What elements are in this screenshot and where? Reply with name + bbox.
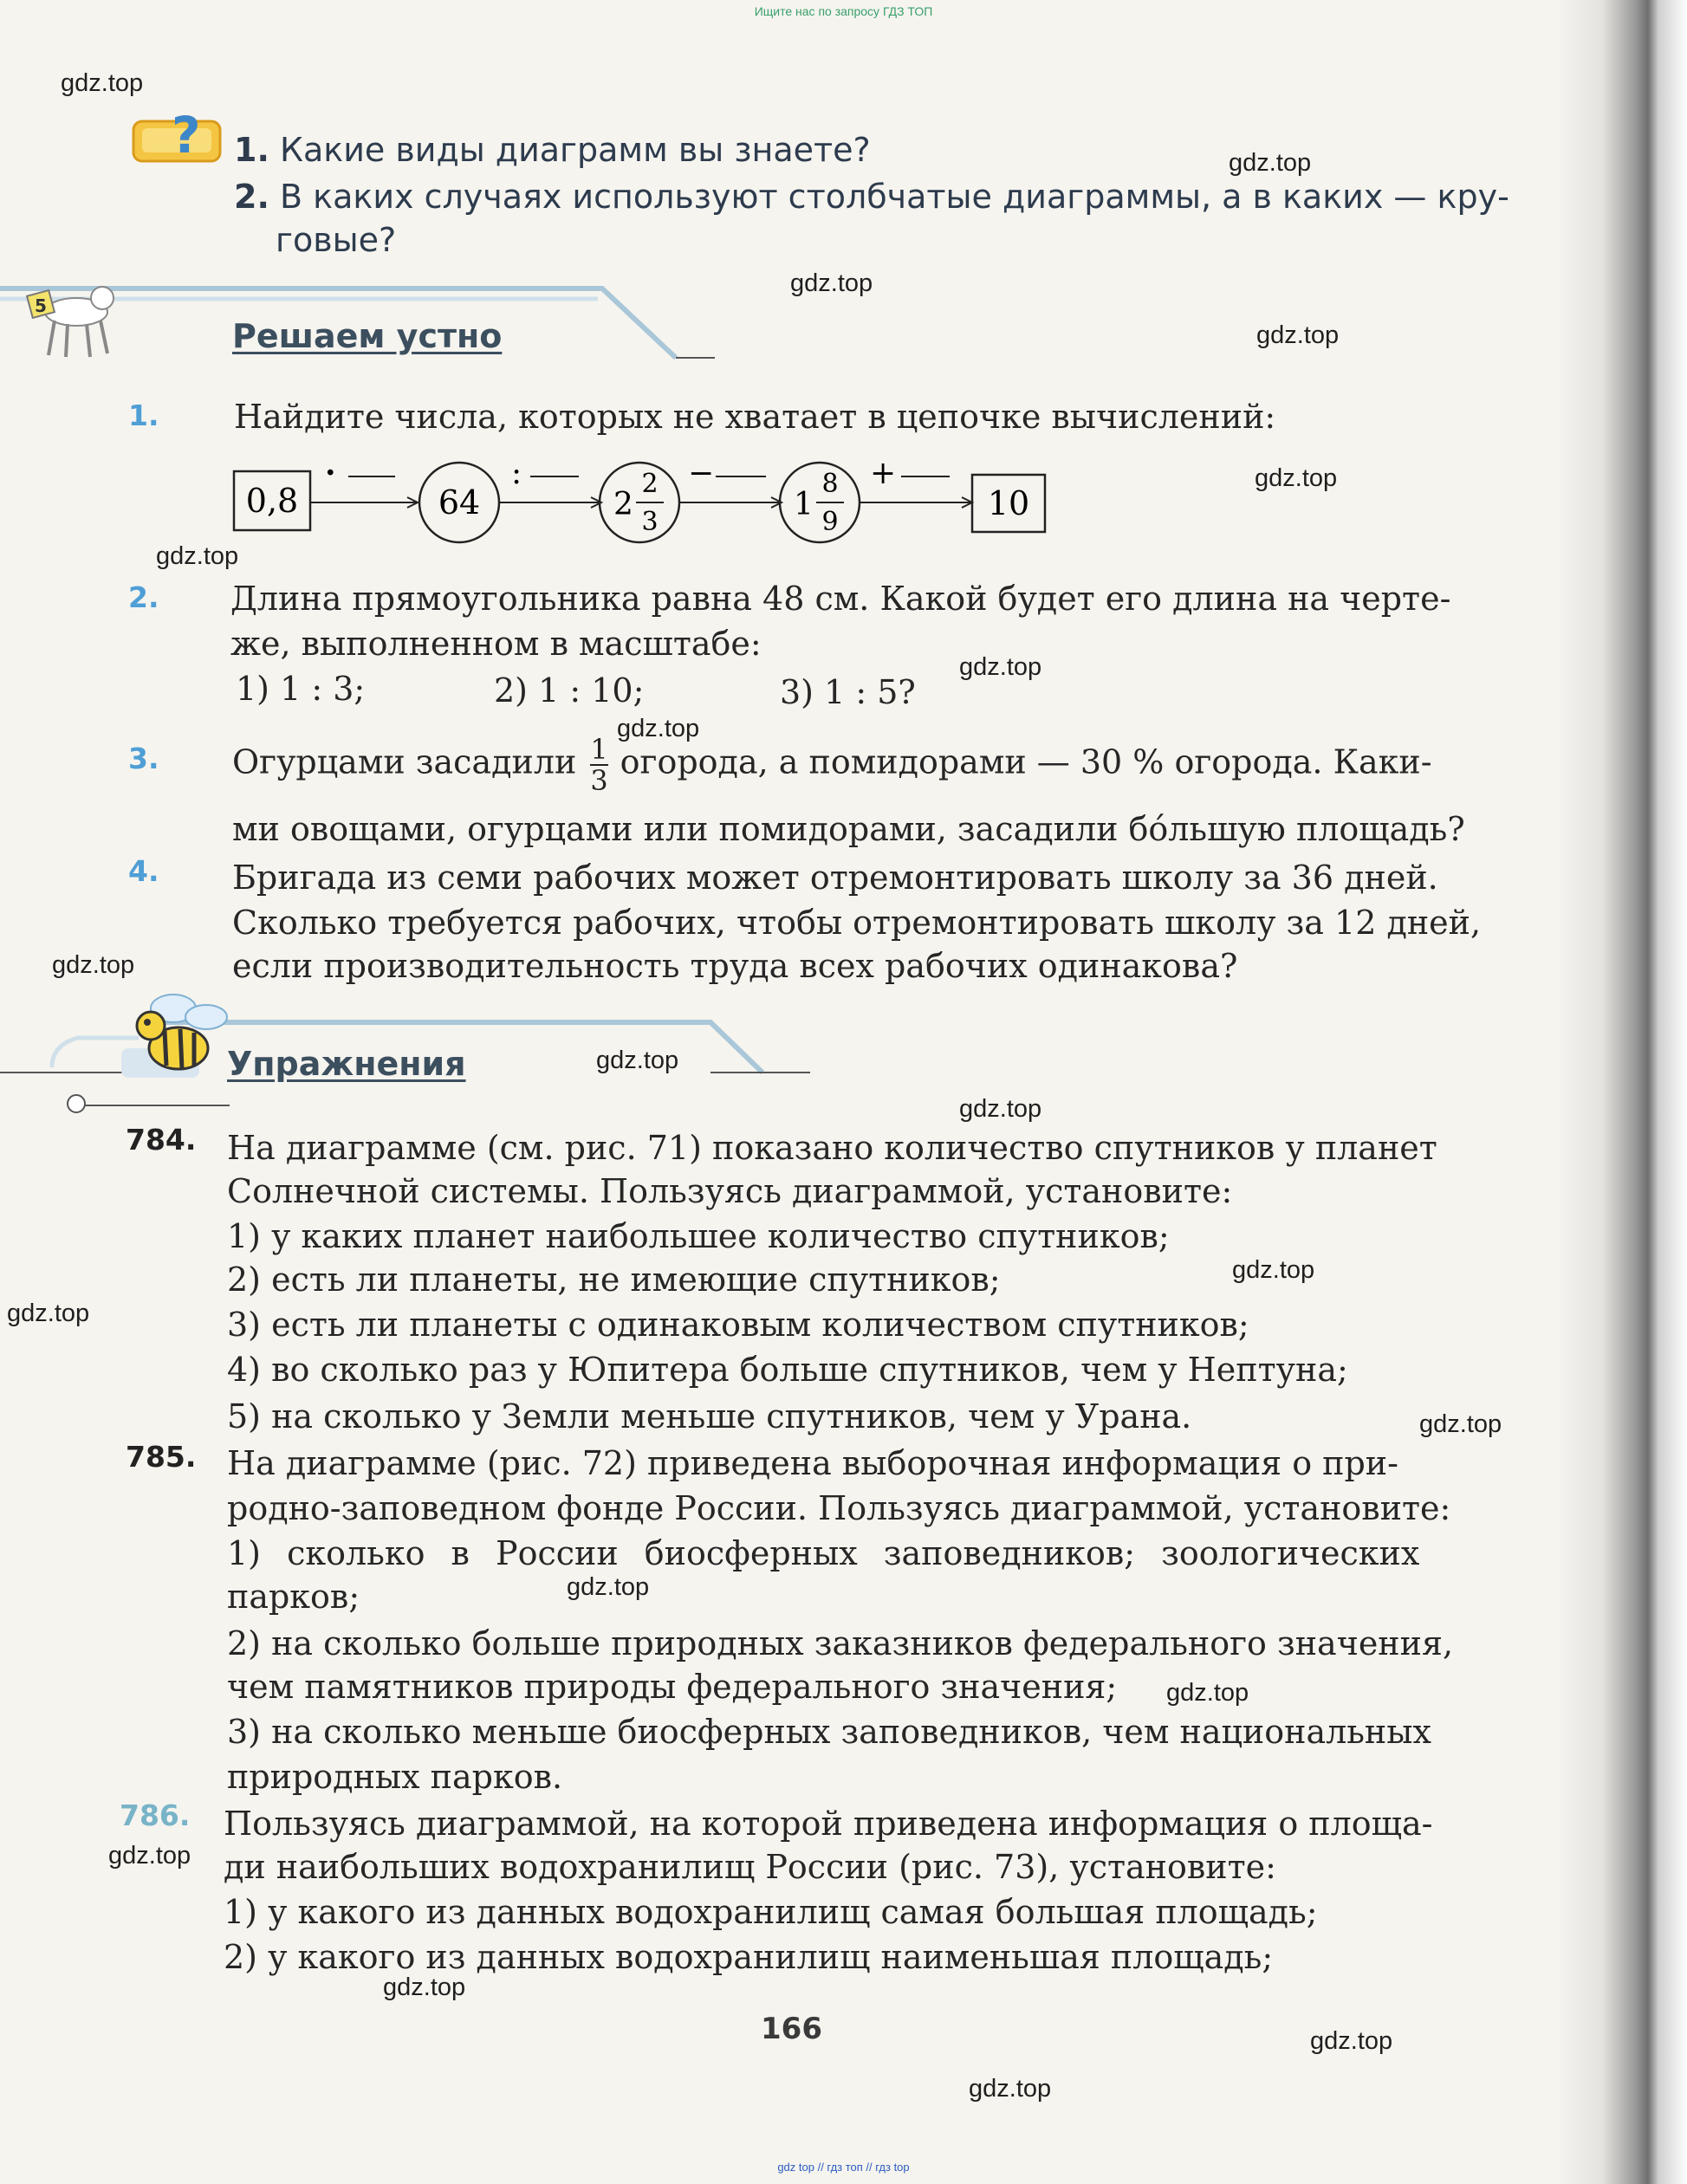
watermark: gdz.top	[959, 653, 1042, 681]
option: 3) 1 : 5?	[780, 673, 916, 711]
exercise-text: 2) у какого из данных водохранилищ наименьшая площадь;	[224, 1938, 1274, 1976]
svg-text:9: 9	[821, 507, 839, 537]
svg-text:3: 3	[641, 507, 659, 537]
svg-text:1: 1	[794, 487, 814, 522]
exercise-text: 1) у каких планет наибольшее количество спутников;	[227, 1217, 1170, 1255]
svg-text:+: +	[870, 457, 897, 491]
exercise-text: ди наибольших водохранилищ России (рис. 73), установите:	[224, 1848, 1276, 1886]
watermark: gdz.top	[969, 2075, 1052, 2103]
footer-note: gdz top // гдз топ // гдз top	[777, 2161, 910, 2174]
svg-text:2: 2	[613, 487, 633, 522]
question-icon	[130, 102, 225, 172]
watermark: gdz.top	[1232, 1256, 1315, 1284]
task-text: Огурцами засадили $\frac{1}{3}$ огорода, а помидорами — 30 % огорода. Каки-	[232, 733, 1432, 797]
svg-text:2: 2	[641, 469, 659, 499]
question-2-cont: говые?	[276, 221, 397, 259]
task-text: ми овощами, огурцами или помидорами, засадили бóльшую площадь?	[232, 810, 1465, 848]
svg-text:·: ·	[325, 457, 336, 491]
bee-mascot-icon	[121, 988, 234, 1083]
poodle-mascot-icon	[24, 277, 120, 364]
svg-text::: :	[511, 457, 522, 491]
exercise-text: родно-заповедном фонде России. Пользуясь диаграммой, установите:	[227, 1489, 1451, 1527]
task-number: 4.	[128, 854, 159, 888]
question-2: 2. В каких случаях используют столбчатые диаграммы, а в каких — кру-	[234, 178, 1509, 216]
exercise-text: 2) на сколько больше природных заказников федерального значения,	[227, 1624, 1454, 1662]
task-text: Бригада из семи рабочих может отремонтировать школу за 36 дней.	[232, 859, 1438, 897]
watermark: gdz.top	[1229, 149, 1312, 177]
exercise-text: 1) у какого из данных водохранилищ самая большая площадь;	[224, 1893, 1318, 1931]
svg-text:10: 10	[987, 484, 1030, 522]
watermark: gdz.top	[790, 269, 873, 297]
exercise-text: чем памятников природы федерального значения;	[227, 1668, 1118, 1706]
watermark: gdz.top	[1255, 464, 1338, 492]
exercise-text: На диаграмме (см. рис. 71) показано количество спутников у планет	[227, 1129, 1437, 1167]
watermark: gdz.top	[617, 715, 700, 742]
task-number: 3.	[128, 742, 159, 775]
section-title-exercises: Упражнения	[227, 1045, 466, 1083]
task-number: 2.	[128, 580, 159, 614]
svg-text:64: 64	[438, 483, 481, 522]
exercise-number: 786.	[120, 1798, 191, 1832]
watermark: gdz.top	[596, 1047, 679, 1074]
task-text: Найдите числа, которых не хватает в цепочке вычислений:	[234, 398, 1276, 436]
exercise-text: На диаграмме (рис. 72) приведена выборочная информация о при-	[227, 1444, 1398, 1482]
watermark: gdz.top	[61, 69, 144, 97]
task-text: же, выполненном в масштабе:	[230, 625, 762, 663]
exercise-number: 785.	[126, 1440, 197, 1474]
option: 2) 1 : 10;	[494, 671, 645, 710]
task-text: если производительность труда всех рабочих одинакова?	[232, 947, 1238, 985]
calculation-chain	[225, 457, 1057, 553]
watermark: gdz.top	[156, 542, 239, 570]
exercise-text: 4) во сколько раз у Юпитера больше спутников, чем у Нептуна;	[227, 1351, 1348, 1389]
task-text: Длина прямоугольника равна 48 см. Какой будет его длина на черте-	[230, 580, 1451, 618]
watermark: gdz.top	[52, 951, 135, 979]
exercise-text: Солнечной системы. Пользуясь диаграммой, установите:	[227, 1172, 1233, 1210]
exercise-text: 3) есть ли планеты с одинаковым количеством спутников;	[227, 1306, 1249, 1344]
watermark: gdz.top	[1166, 1679, 1249, 1707]
exercise-text: 1) сколько в России биосферных заповедников; зоологических	[227, 1534, 1420, 1572]
watermark: gdz.top	[959, 1095, 1042, 1123]
watermark: gdz.top	[1419, 1410, 1502, 1438]
task-text: Сколько требуется рабочих, чтобы отремонтировать школу за 12 дней,	[232, 904, 1482, 942]
top-note: Ищите нас по запросу ГДЗ ТОП	[754, 4, 933, 18]
svg-text:0,8: 0,8	[245, 482, 299, 520]
svg-text:8: 8	[821, 469, 839, 499]
watermark: gdz.top	[383, 1973, 466, 2001]
option: 1) 1 : 3;	[236, 670, 366, 708]
exercise-text: Пользуясь диаграммой, на которой приведена информация о площа-	[224, 1805, 1433, 1843]
book-spine-shadow	[1557, 0, 1687, 2184]
svg-text:−: −	[688, 457, 715, 491]
exercise-text: 3) на сколько меньше биосферных заповедников, чем национальных	[227, 1713, 1431, 1751]
task-number: 1.	[128, 399, 159, 432]
watermark: gdz.top	[108, 1842, 191, 1870]
watermark: gdz.top	[1310, 2027, 1393, 2055]
svg-text:?: ?	[172, 106, 201, 165]
exercise-text: природных парков.	[227, 1758, 563, 1796]
exercise-number: 784.	[126, 1123, 197, 1157]
exercise-text: 2) есть ли планеты, не имеющие спутников;	[227, 1260, 1001, 1299]
page-number: 166	[761, 2012, 822, 2046]
watermark: gdz.top	[1256, 321, 1340, 349]
question-1: 1. Какие виды диаграмм вы знаете?	[234, 131, 871, 169]
watermark: gdz.top	[7, 1299, 90, 1327]
exercise-text: 5) на сколько у Земли меньше спутников, чем у Урана.	[227, 1397, 1192, 1435]
svg-text:5: 5	[35, 295, 47, 316]
watermark: gdz.top	[567, 1573, 650, 1601]
exercise-text: парков;	[227, 1578, 360, 1616]
section-title-oral: Решаем устно	[232, 317, 503, 355]
